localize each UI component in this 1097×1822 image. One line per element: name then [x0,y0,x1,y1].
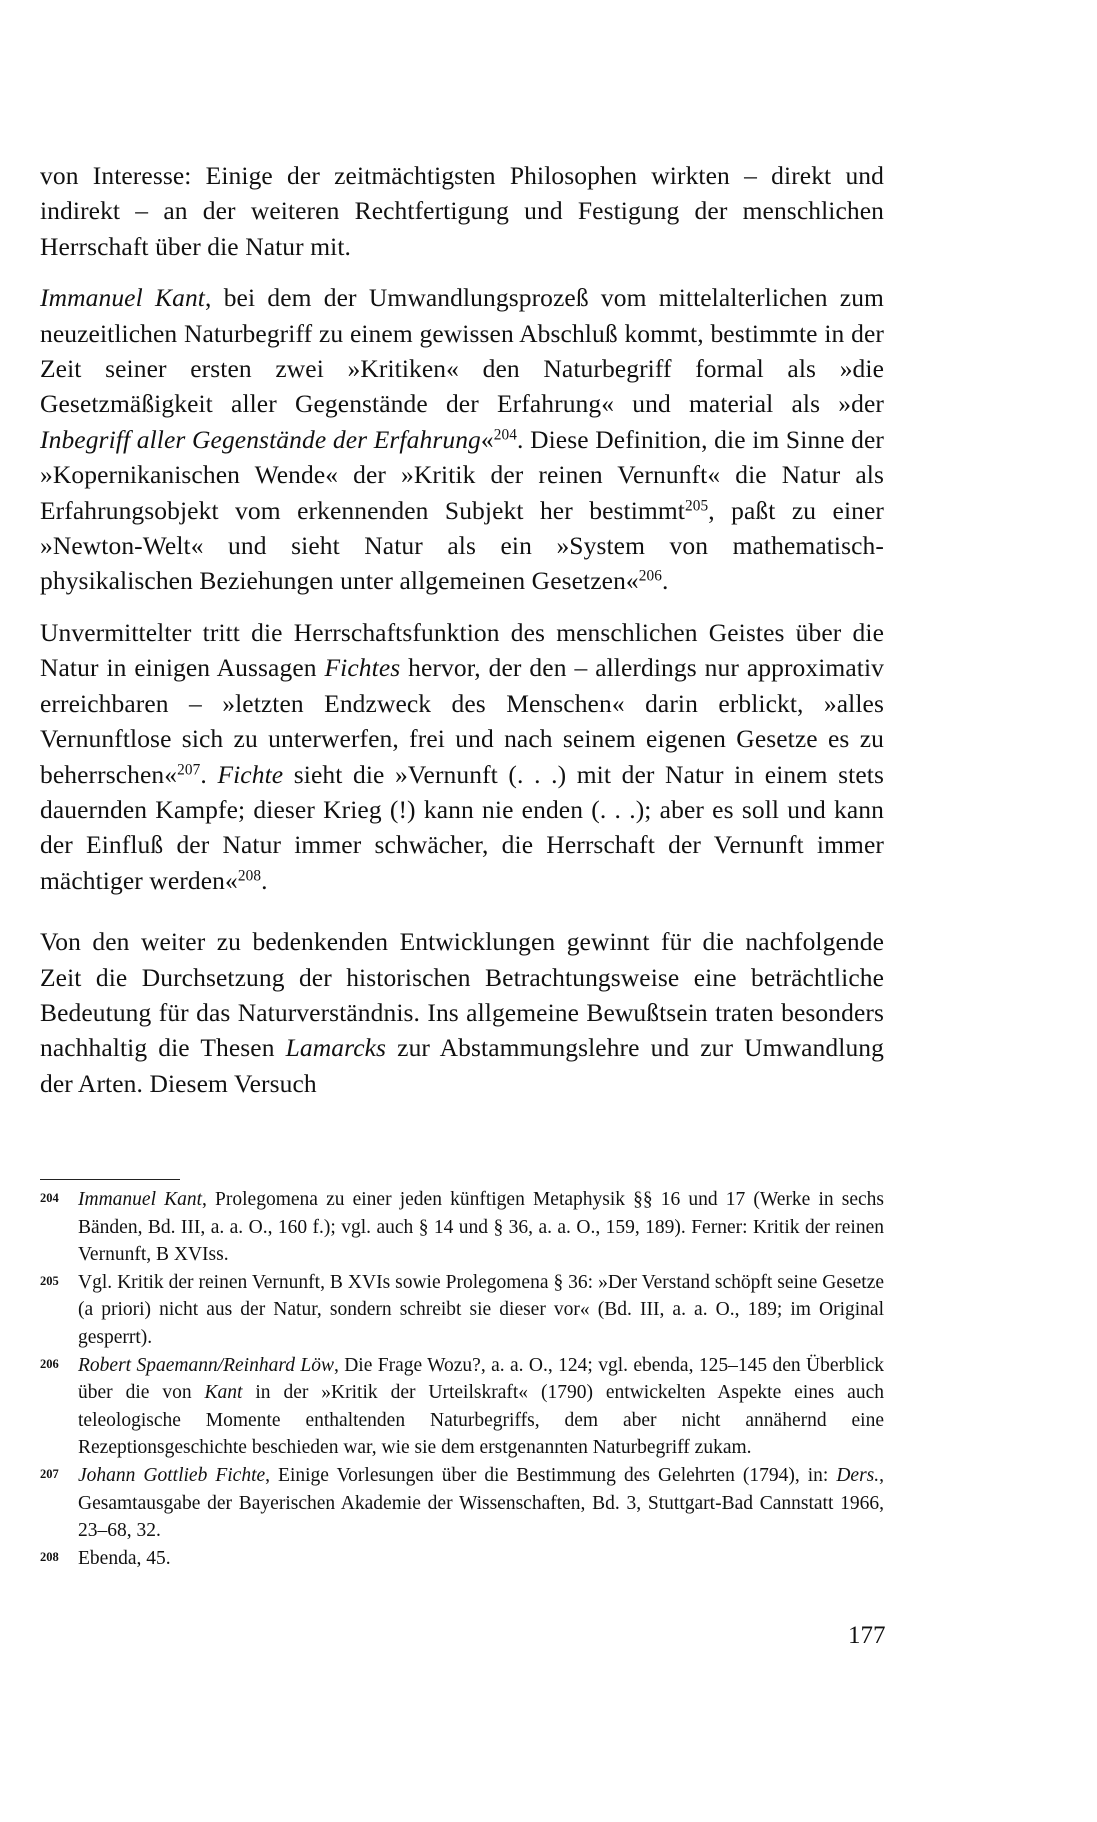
italic-name: Lamarcks [285,1033,387,1063]
footnote-text: Vgl. Kritik der reinen Vernunft, B XVIs sowie Prolegomena § 36: »Der Verstand schöpft seine Gesetze (a priori) nicht aus der Natur, sondern schreibt sie dieser vor« (Bd. III, a. a. O., 189; im Original gesperrt). [78,1271,884,1348]
paragraph-fichte [40,615,884,898]
paragraph-text: , paßt zu einer »Newton-Welt« und sieht Natur als ein »System von mathematisch-physikalischen Beziehungen unter allgemeinen Gesetzen« [40,495,885,596]
footnote-208 [40,1545,884,1573]
footnote-number: 208 [40,1549,59,1564]
paragraph-text: Unvermittelter tritt die Herrschaftsfunktion des menschlichen Geistes über die Natur in einigen Aussagen [40,617,884,683]
footnote-text: , Prolegomena zu einer jeden künftigen Metaphysik §§ 16 und 17 (Werke in sechs Bänden, Bd. III, a. a. O., 160 f.); vgl. auch § 14 und § 36, a. a. O., 159, 189). Ferner: Kritik der reinen Vernunft, B XVIss. [78,1189,884,1266]
italic-quote: Inbegriff aller Gegenstände der Erfahrung [40,424,481,454]
footnote-number: 205 [40,1273,59,1288]
italic-name: Immanuel Kant [40,283,205,313]
footnote-ref[interactable]: 205 [684,497,709,515]
footnote-204 [40,1186,884,1269]
paragraph-text: Von den weiter zu bedenkenden Entwicklungen gewinnt für die nachfolgende Zeit die Durchsetzung der historischen Betrachtungsweise eine beträchtliche Bedeutung für das Naturverständnis. Ins allgemeine Bewußtsein traten besonders nachhaltig die Thesen [40,927,884,1063]
italic-name: Fichte [217,759,284,789]
paragraph-text: . [200,759,218,789]
italic-name: Fichtes [324,653,401,683]
footnote-ref[interactable]: 204 [493,426,518,444]
footnote-205 [40,1269,884,1352]
footnote-number: 207 [40,1466,59,1481]
paragraph-text: sieht die »Vernunft (. . .) mit der Natur in einem stets dauernden Kampfe; dieser Krieg (!) kann nie enden (. . .); aber es soll und kann der Einfluß der Natur immer schwächer, die Herrschaft der Vernunft immer mächtiger werden« [40,759,884,895]
paragraph-text: . [261,865,268,895]
footnotes [40,1186,884,1572]
page-body [40,158,884,1108]
paragraph-text: zur Abstammungslehre und zur Umwandlung der Arten. Diesem Versuch [40,1033,884,1098]
footnote-206 [40,1352,884,1462]
paragraph-text: hervor, der den – allerdings nur approximativ erreichbaren – »letzten Endzweck des Menschen« darin erblickt, »alles Vernunftlose sich zu unterwerfen, frei und nach seinem eigenen Gesetze es zu beherrschen« [40,653,885,789]
footnote-text: , Einige Vorlesungen über die Bestimmung des Gelehrten (1794), in: [265,1464,837,1486]
paragraph-kant [40,280,884,599]
paragraph-text: , bei dem der Umwandlungsprozeß vom mittelalterlichen zum neuzeitlichen Naturbegriff zu einem gewissen Abschluß kommt, bestimmte in der Zeit seiner ersten zwei »Kritiken« den Naturbegriff formal als »die Gesetzmäßigkeit aller Gegenstände der Erfahrung« und material als »der [40,283,884,419]
footnote-number: 204 [40,1191,59,1205]
footnote-text: in der »Kritik der Urteilskraft« (1790) entwickelten Aspekte eines auch teleologische Momente enthaltenden Naturbegriffs, dem aber nicht annähernd eine Rezeptionsgeschichte beschieden war, wie sie dem erstgenannten Naturbegriff zukam. [78,1382,884,1459]
footnote-text: Ebenda, 45. [78,1547,171,1569]
footnote-207 [40,1462,884,1545]
paragraph-text: von Interesse: Einige der zeitmächtigsten Philosophen wirkten – direkt und indirekt – an der weiteren Rechtfertigung und Festigung der menschlichen Herrschaft über die Natur mit. [40,161,884,261]
footnote-ref[interactable]: 208 [237,867,262,885]
footnote-text: , Die Frage Wozu?, a. a. O., 124; vgl. ebenda, 125–145 den Überblick über die von [78,1354,884,1404]
paragraph-1 [40,158,884,264]
paragraph-text: . [662,566,669,596]
footnote-italic: Kant [204,1382,243,1404]
paragraph-text: . Diese Definition, die im Sinne der »Kopernikanischen Wende« der »Kritik der reinen Vernunft« die Natur als Erfahrungsobjekt vom erkennenden Subjekt her bestimmt [40,424,884,525]
footnote-number: 206 [40,1356,59,1371]
footnote-ref[interactable]: 206 [638,568,663,586]
footnote-ref[interactable]: 207 [177,761,201,779]
footnote-text: , Gesamtausgabe der Bayerischen Akademie der Wissenschaften, Bd. 3, Stuttgart-Bad Cannstatt 1966, 23–68, 32. [78,1464,884,1542]
page-number: 177 [848,1622,886,1649]
footnote-author: Robert Spaemann/Reinhard Löw [78,1354,334,1376]
footnote-italic: Ders. [836,1464,880,1486]
footnote-author: Johann Gottlieb Fichte [78,1464,266,1486]
paragraph-text: « [480,424,494,454]
footnote-author: Immanuel Kant [78,1189,203,1210]
footnote-divider [40,1179,180,1180]
paragraph-lamarck [40,924,884,1101]
